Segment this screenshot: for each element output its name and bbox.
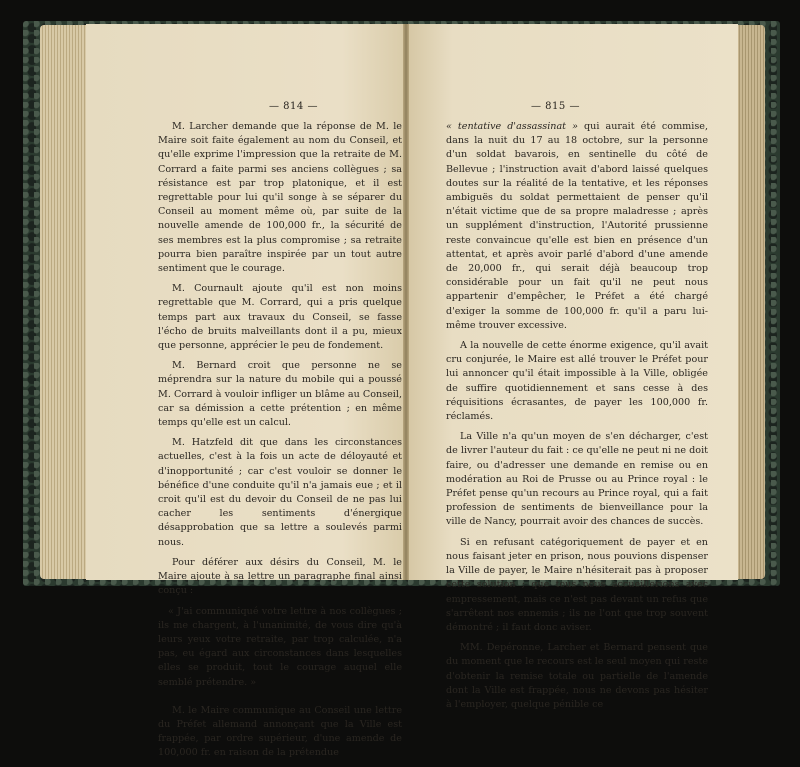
paragraph: Si en refusant catégoriquement de payer et en nous faisant jeter en prison, nous pouvions dispenser la Ville de payer, le Maire n'hésiterait pas à proposer cette solution ; que tous nous accueillerions avec empressement, mais ce n'est pas devant un refus que s'arrêtent nos ennemis ; ils ne l'ont que trop souvent démontré ; il faut donc aviser. [446, 536, 708, 633]
paragraph: A la nouvelle de cette énorme exigence, qu'il avait cru conjurée, le Maire est allé trouver le Préfet pour lui annoncer qu'il était impossible à la Ville, obligée de suffire quotidiennement et sans cesse à des réquisitions écrasantes, de payer les 100,000 fr. réclamés. [446, 340, 708, 423]
right-page-text [446, 120, 708, 718]
right-page [406, 24, 738, 710]
paragraph: M. Cournault ajoute qu'il est non moins regrettable que M. Corrard, qui a pris quelque temps part aux travaux du Conseil, se fasse l'écho de bruits malveillants dont il a pu, mieux que personne, apprécier le peu de fondement. [158, 283, 402, 352]
left-page-text [158, 120, 402, 767]
paragraph: M. le Maire communique au Conseil une lettre du Préfet allemand annonçant que la Ville est frappée, par ordre supérieur, d'une amende de 100,000 fr. en raison de la prétendue [158, 704, 402, 759]
italic-phrase: « tentative d'assassinat » [446, 121, 578, 132]
book-gutter [403, 24, 409, 580]
paragraph [446, 120, 708, 333]
page-stack-left [40, 25, 86, 579]
paragraph: M. Bernard croit que personne ne se méprendra sur la nature du mobile qui a poussé M. Corrard à vouloir infliger un blâme au Conseil, car sa démission a cette prétention ; en même temps qu'elle est un calcul. [158, 360, 402, 429]
paragraph: Pour déférer aux désirs du Conseil, M. le Maire ajoute à sa lettre un paragraphe final ainsi conçu : [158, 556, 402, 597]
page-stack-right [737, 25, 765, 579]
paragraph: M. Larcher demande que la réponse de M. le Maire soit faite également au nom du Conseil, et qu'elle exprime l'impression que la retraite de M. Corrard a faite parmi ses anciens collègues ; sa résistance est par trop platonique, et il est regrettable pour lui qu'il songe à se séparer du Conseil au moment même où, par suite de la nouvelle amende de 100,000 fr., la sécurité de ses membres est la plus compromise ; sa retraite pourra bien paraître inspirée par un tout autre sentiment que le courage. [158, 121, 402, 275]
paragraph: MM. Depéronne, Larcher et Bernard pensent que du moment que le recours est le seul moyen qui reste d'obtenir la remise totale ou partielle de l'amende dont la Ville est frappée, nous ne devons pas hésiter à l'employer, quelque pénible ce [446, 642, 708, 710]
paragraph: M. Hatzfeld dit que dans les circonstances actuelles, c'est à la fois un acte de déloyauté et d'inopportunité ; car c'est vouloir se donner le bénéfice d'une conduite qu'il n'a jamais eue ; et il croit qu'il est du devoir du Conseil de ne pas lui cacher les sentiments d'énergique désapprobation que sa lettre a soulevés parmi nous. [158, 437, 402, 548]
paragraph: La Ville n'a qu'un moyen de s'en décharger, c'est de livrer l'auteur du fait : ce qu'elle ne peut ni ne doit faire, ou d'adresser une demande en remise ou en modération au Roi de Prusse ou au Prince royal : le Préfet pense qu'un recours au Prince royal, qui a fait profession de sentiments de bienveillance pour la ville de Nancy, pourrait avoir des chances de succès. [446, 431, 708, 528]
quoted-letter: « J'ai communiqué votre lettre à nos collègues ; ils me chargent, à l'unanimité, de vous dire qu'à leurs yeux votre retraite, par trop calculée, n'a pas, eu égard aux circonstances dans lesquelles elles se produit, tout le courage auquel elle semblé prétendre. » [158, 605, 402, 688]
page-number-left: — 814 — [269, 101, 318, 112]
paragraph-continuation: qui aurait été commise, dans la nuit du 17 au 18 octobre, sur la personne d'un soldat bavarois, en sentinelle du côté de Bellevue ; l'instruction avait d'abord laissé quelques doutes sur la réalité de la tentative, et les réponses ambiguës du soldat permettaient de penser qu'il n'était victime que de sa propre maladresse ; après un supplément d'instruction, l'Autorité prussienne reste convaincue qu'elle est bien en présence d'un attentat, et après avoir parlé d'abord d'une amende de 20,000 fr., qui serait déjà beaucoup trop considérable pour un fait qu'il ne peut nous appartenir d'empêcher, le Préfet a été chargé d'exiger la somme de 100,000 fr. qu'il a paru lui-même trouver excessive. [446, 121, 708, 331]
left-page [86, 24, 406, 759]
page-number-right: — 815 — [531, 101, 580, 112]
